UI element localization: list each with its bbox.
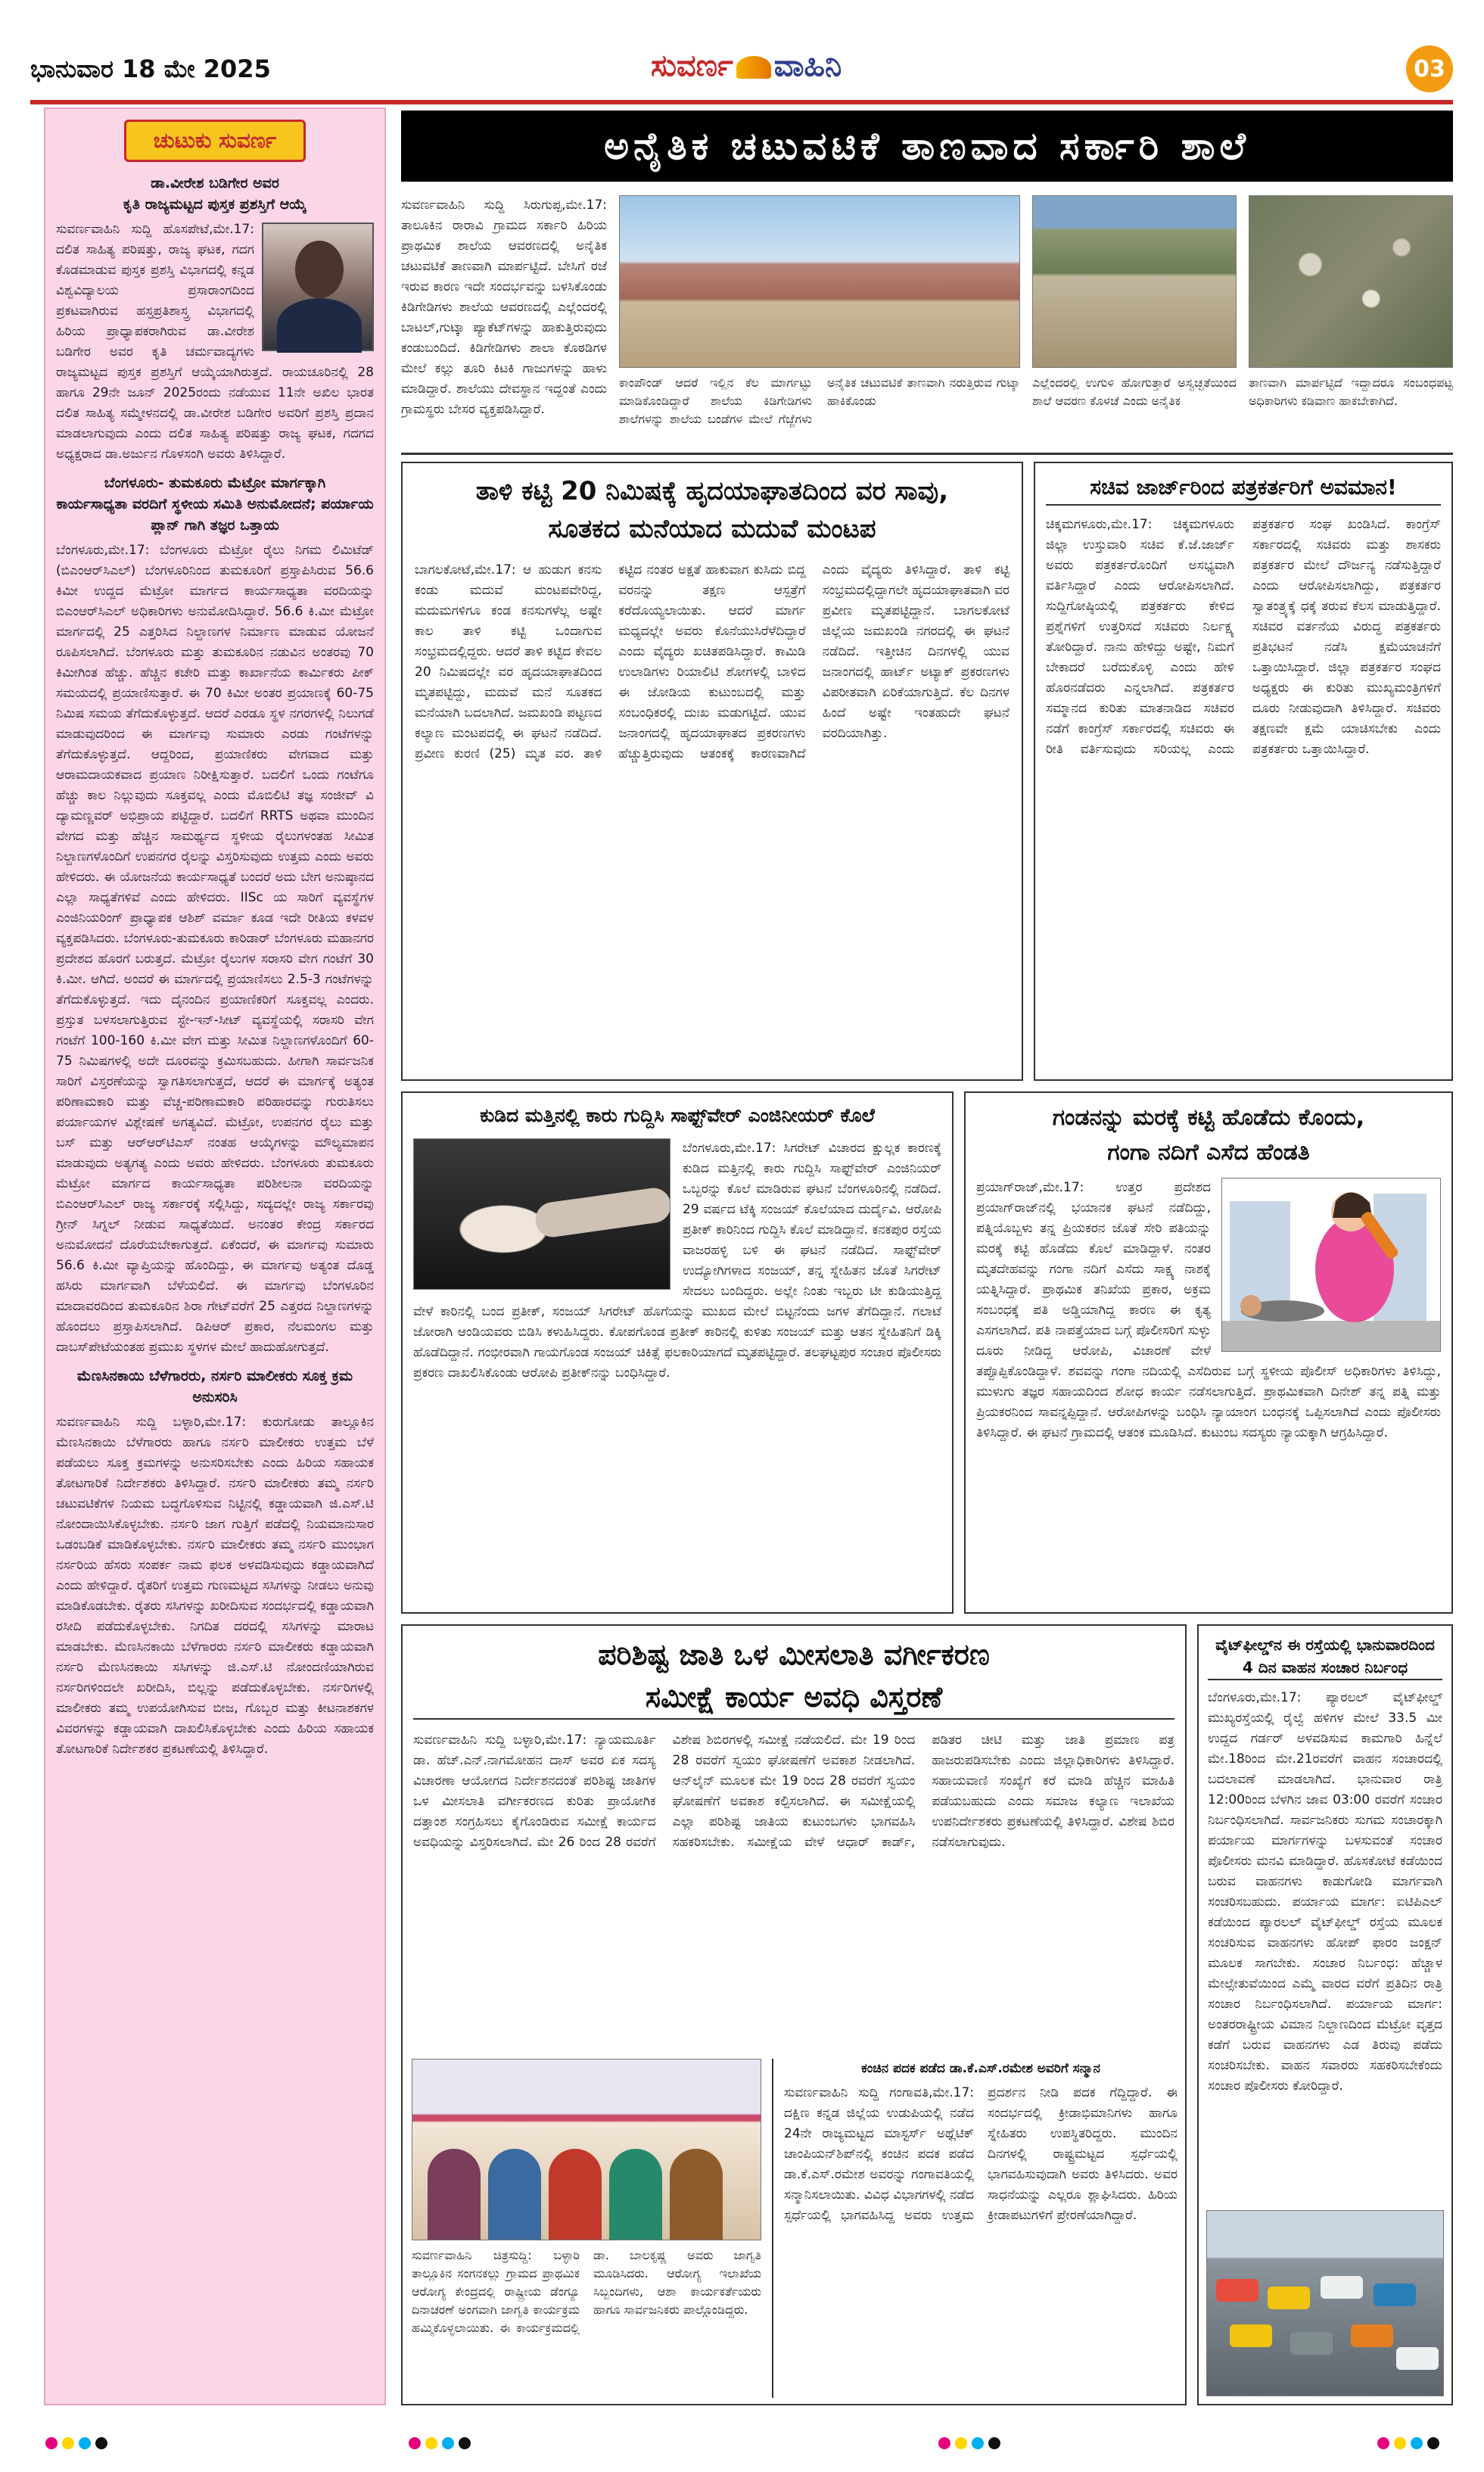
registration-dot	[459, 2437, 471, 2449]
brief-award-headline	[56, 173, 374, 215]
brief-award-body: ಸುವರ್ಣವಾಹಿನಿ ಸುದ್ದಿ ಹೊಸಪೇಟೆ,ಮೇ.17: ದಲಿತ ಸಾಹಿತ್ಯ ಪರಿಷತ್ತು, ರಾಜ್ಯ ಘಟಕ, ಗದಗ ಕೊಡಮಾಡುವ ಪುಸ್ತಕ ಪ್ರಶಸ್ತಿ ವಿಭಾಗದಲ್ಲಿ ಕನ್ನಡ ವಿಶ್ವವಿದ್ಯಾಲಯ ಪ್ರಸಾರಾಂಗದಿಂದ ಪ್ರಕಟವಾಗಿರುವ ಹಸ್ತಪ್ರತಿಶಾಸ್ತ್ರ ವಿಭಾಗದಲ್ಲಿ ಹಿರಿಯ ಪ್ರಾಧ್ಯಾಪಕರಾಗಿರುವ ಡಾ.ವೀರೇಶ ಬಡಿಗೇರ ಅವರ ಕೃತಿ ಚರ್ಮವಾದ್ಯಗಳು ರಾಜ್ಯಮಟ್ಟದ ಪುಸ್ತಕ ಪ್ರಶಸ್ತಿಗೆ ಆಯ್ಕೆಯಾಗಿರುತ್ತದೆ. ರಾಯಚೂರಿನಲ್ಲಿ 28 ಹಾಗೂ 29ನೇ ಜೂನ್ 2025ರಂದು ನಡೆಯುವ 11ನೇ ಅಖಿಲ ಭಾರತ ದಲಿತ ಸಾಹಿತ್ಯ ಸಮ್ಮೇಳನದಲ್ಲಿ ಡಾ.ವೀರೇಶ ಬಡಿಗೇರ ಅವರಿಗೆ ಪ್ರಶಸ್ತಿ ಪ್ರದಾನ ಮಾಡಲಾಗುವುದು ಎಂದು ದಲಿತ ಸಾಹಿತ್ಯ ಪರಿಷತ್ತು ರಾಜ್ಯ ಘಟಕ, ಗದಗದ ಅಧ್ಯಕ್ಷರಾದ ಡಾ.ಅರ್ಜುನ ಗೊಳಸಂಗಿ ಅವರು ತಿಳಿಸಿದ್ದಾರೆ.	[56, 222, 374, 462]
sports-body: ಸುವರ್ಣವಾಹಿನಿ ಸುದ್ದಿ ಗಂಗಾವತಿ,ಮೇ.17: ದಕ್ಷಿಣ ಕನ್ನಡ ಜಿಲ್ಲೆಯ ಉಡುಪಿಯಲ್ಲಿ ನಡೆದ 24ನೇ ರಾಜ್ಯಮಟ್ಟದ ಮಾಸ್ಟರ್ಸ್ ಅಥ್ಲೆಟಿಕ್ ಚಾಂಪಿಯನ್‌ಶಿಪ್‌ನಲ್ಲಿ ಕಂಚಿನ ಪದಕ ಪಡೆದ ಡಾ.ಕೆ.ಎಸ್.ರಮೇಶ ಅವರನ್ನು ಗಂಗಾವತಿಯಲ್ಲಿ ಸನ್ಮಾನಿಸಲಾಯಿತು. ವಿವಿಧ ವಿಭಾಗಗಳಲ್ಲಿ ನಡೆದ ಸ್ಪರ್ಧೆಯಲ್ಲಿ ಭಾಗವಹಿಸಿದ್ದ ಅವರು ಉತ್ತಮ ಪ್ರದರ್ಶನ ನೀಡಿ ಪದಕ ಗೆದ್ದಿದ್ದಾರೆ. ಈ ಸಂದರ್ಭದಲ್ಲಿ ಕ್ರೀಡಾಭಿಮಾನಿಗಳು ಹಾಗೂ ಸ್ನೇಹಿತರು ಉಪಸ್ಥಿತರಿದ್ದರು. ಮುಂದಿನ ದಿನಗಳಲ್ಲಿ ರಾಷ್ಟ್ರಮಟ್ಟದ ಸ್ಪರ್ಧೆಯಲ್ಲಿ ಭಾಗವಹಿಸುವುದಾಗಿ ಅವರು ತಿಳಿಸಿದರು. ಅವರ ಸಾಧನೆಯನ್ನು ಎಲ್ಲರೂ ಶ್ಲಾಘಿಸಿದರು. ಹಿರಿಯ ಕ್ರೀಡಾಪಟುಗಳಿಗೆ ಪ್ರೇರಣೆಯಾಗಿದ್ದಾರೆ.	[784, 2085, 1178, 2223]
reservation-headline	[413, 1633, 1174, 1720]
minister-headline: ಸಚಿವ ಜಾರ್ಜ್‌ರಿಂದ ಪತ್ರಕರ್ತರಿಗೆ ಅವಮಾನ!	[1046, 471, 1441, 506]
reservation-body: ಸುವರ್ಣವಾಹಿನಿ ಸುದ್ದಿ ಬಳ್ಳಾರಿ,ಮೇ.17: ನ್ಯಾಯಮೂರ್ತಿ ಡಾ. ಹೆಚ್.ಎನ್.ನಾಗಮೋಹನ ದಾಸ್ ಅವರ ಏಕ ಸದಸ್ಯ ವಿಚಾರಣಾ ಆಯೋಗದ ನಿರ್ದೇಶನದಂತೆ ಪರಿಶಿಷ್ಟ ಜಾತಿಗಳ ಒಳ ಮೀಸಲಾತಿ ವರ್ಗೀಕರಣದ ಕುರಿತು ಪ್ರಾಯೋಗಿಕ ದತ್ತಾಂಶ ಸಂಗ್ರಹಿಸಲು ಕೈಗೊಂಡಿರುವ ಸಮೀಕ್ಷೆ ಕಾರ್ಯದ ಅವಧಿಯನ್ನು ವಿಸ್ತರಿಸಲಾಗಿದೆ. ಮೇ 26 ರಿಂದ 28 ರವರೆಗೆ ವಿಶೇಷ ಶಿಬಿರಗಳಲ್ಲಿ ಸಮೀಕ್ಷೆ ನಡೆಯಲಿದೆ. ಮೇ 19 ರಿಂದ 28 ರವರೆಗೆ ಸ್ವಯಂ ಘೋಷಣೆಗೆ ಅವಕಾಶ ನೀಡಲಾಗಿದೆ. ಆನ್‌ಲೈನ್ ಮೂಲಕ ಮೇ 19 ರಿಂದ 28 ರವರೆಗೆ ಸ್ವಯಂ ಘೋಷಣೆಗೆ ಅವಕಾಶ ಕಲ್ಪಿಸಲಾಗಿದೆ. ಈ ಸಮೀಕ್ಷೆಯಲ್ಲಿ ಎಲ್ಲಾ ಪರಿಶಿಷ್ಟ ಜಾತಿಯ ಕುಟುಂಬಗಳು ಭಾಗವಹಿಸಿ ಸಹಕರಿಸಬೇಕು. ಸಮೀಕ್ಷೆಯ ವೇಳೆ ಆಧಾರ್ ಕಾರ್ಡ್, ಪಡಿತರ ಚೀಟಿ ಮತ್ತು ಜಾತಿ ಪ್ರಮಾಣ ಪತ್ರ ಹಾಜರುಪಡಿಸಬೇಕು ಎಂದು ಜಿಲ್ಲಾಧಿಕಾರಿಗಳು ತಿಳಿಸಿದ್ದಾರೆ. ಸಹಾಯವಾಣಿ ಸಂಖ್ಯೆಗೆ ಕರೆ ಮಾಡಿ ಹೆಚ್ಚಿನ ಮಾಹಿತಿ ಪಡೆಯಬಹುದು ಎಂದು ಸಮಾಜ ಕಲ್ಯಾಣ ಇಲಾಖೆಯ ಉಪನಿರ್ದೇಶಕರು ಪ್ರಕಟಣೆಯಲ್ಲಿ ತಿಳಿಸಿದ್ದಾರೆ. ವಿಶೇಷ ಶಿಬಿರ ನಡೆಸಲಾಗುವುದು.	[413, 1733, 1174, 1850]
minister-story	[1034, 462, 1453, 1081]
brief-metro	[56, 472, 374, 1358]
lead-headline: ಅನೈತಿಕ ಚಟುವಟಿಕೆ ತಾಣವಾದ ಸರ್ಕಾರಿ ಶಾಲೆ	[401, 111, 1453, 182]
brief-metro-head2: ಕಾರ್ಯಸಾಧ್ಯತಾ ವರದಿಗೆ ಸ್ಥಳೀಯ ಸಮಿತಿ ಅನುಮೋದನೆ; ಪರ್ಯಾಯ ಪ್ಲಾನ್ ಗಾಗಿ ತಜ್ಞರ ಒತ್ತಾಯ	[56, 496, 374, 534]
sports-headline: ಕಂಚಿನ ಪದಕ ಪಡೆದ ಡಾ.ಕೆ.ಎಸ್.ರಮೇಶ ಅವರಿಗೆ ಸನ್ಮಾನ	[861, 2061, 1100, 2076]
reservation-headline-2: ಸಮೀಕ್ಷೆ ಕಾರ್ಯ ಅವಧಿ ವಿಸ್ತರಣೆ	[645, 1680, 943, 1714]
crime-cartoon	[1221, 1178, 1441, 1352]
dengue-caption: ಸುವರ್ಣವಾಹಿನಿ ಚಿತ್ರಸುದ್ದಿ: ಬಳ್ಳಾರಿ ತಾಲ್ಲೂಕಿನ ಸಂಗನಕಲ್ಲು ಗ್ರಾಮದ ಪ್ರಾಥಮಿಕ ಆರೋಗ್ಯ ಕೇಂದ್ರದಲ್ಲಿ ರಾಷ್ಟ್ರೀಯ ಡೆಂಗ್ಯೂ ದಿನಾಚರಣೆ ಅಂಗವಾಗಿ ಜಾಗೃತಿ ಕಾರ್ಯಕ್ರಮ ಹಮ್ಮಿಕೊಳ್ಳಲಾಯಿತು. ಈ ಕಾರ್ಯಕ್ರಮದಲ್ಲಿ ಡಾ. ಬಾಲಕೃಷ್ಣ ಅವರು ಜಾಗೃತಿ ಮೂಡಿಸಿದರು. ಆರೋಗ್ಯ ಇಲಾಖೆಯ ಸಿಬ್ಬಂದಿಗಳು, ಆಶಾ ಕಾರ್ಯಕರ್ತೆಯರು ಹಾಗೂ ಸಾರ್ವಜನಿಕರು ಪಾಲ್ಗೊಂಡಿದ್ದರು.	[412, 2248, 761, 2335]
registration-dot	[79, 2437, 91, 2449]
registration-dot	[425, 2437, 437, 2449]
ganga-headline	[976, 1101, 1441, 1170]
brief-award	[56, 173, 374, 465]
heart-attack-body: ಬಾಗಲಕೋಟೆ,ಮೇ.17: ಆ ಹುಡುಗ ಕನಸು ಕಂಡು ಮದುವೆ ಮಂಟಪವೇರಿದ್ದ, ಮದುಮಗಳಿಗೂ ಕಂಡ ಕನಸುಗಳೆಲ್ಲ ಅಷ್ಟೇ ಕಾಲ ತಾಳಿ ಕಟ್ಟಿ ಒಂದಾಗುವ ಸಂಭ್ರಮದಲ್ಲಿದ್ದರು. ಆದರೆ ತಾಳಿ ಕಟ್ಟಿದ ಕೇವಲ 20 ನಿಮಿಷದಲ್ಲೇ ವರ ಹೃದಯಾಘಾತದಿಂದ ಮೃತಪಟ್ಟಿದ್ದು, ಮದುವೆ ಮನೆ ಸೂತಕದ ಮನೆಯಾಗಿ ಬದಲಾಗಿದೆ. ಜಮಖಂಡಿ ಪಟ್ಟಣದ ಕಲ್ಯಾಣ ಮಂಟಪದಲ್ಲಿ ಈ ಘಟನೆ ನಡೆದಿದೆ. ಪ್ರವೀಣ ಕುರಣಿ (25) ಮೃತ ವರ. ತಾಳಿ ಕಟ್ಟಿದ ನಂತರ ಅಕ್ಷತೆ ಹಾಕುವಾಗ ಕುಸಿದು ಬಿದ್ದ ವರನನ್ನು ತಕ್ಷಣ ಆಸ್ಪತ್ರೆಗೆ ಕರೆದೊಯ್ಯಲಾಯಿತು. ಆದರೆ ಮಾರ್ಗ ಮಧ್ಯದಲ್ಲೇ ಅವರು ಕೊನೆಯುಸಿರೆಳೆದಿದ್ದಾರೆ ಎಂದು ವೈದ್ಯರು ಖಚಿತಪಡಿಸಿದ್ದಾರೆ. ಕಾಮಿಡಿ ಉಲಾಡಿಗಳು ರಿಯಾಲಿಟಿ ಶೋಗಳಲ್ಲಿ ಬಾಳಿದ ಈ ಜೋಡಿಯ ಕುಟುಂಬದಲ್ಲಿ ಮತ್ತು ಸಂಬಂಧಿಕರಲ್ಲಿ ದುಃಖ ಮಡುಗಟ್ಟಿದೆ. ಯುವ ಜನಾಂಗದಲ್ಲಿ ಹೃದಯಾಘಾತದ ಪ್ರಕರಣಗಳು ಹೆಚ್ಚುತ್ತಿರುವುದು ಆತಂಕಕ್ಕೆ ಕಾರಣವಾಗಿದೆ ಎಂದು ವೈದ್ಯರು ತಿಳಿಸಿದ್ದಾರೆ. ತಾಳಿ ಕಟ್ಟಿ ಸಂಭ್ರಮದಲ್ಲಿದ್ದಾಗಲೇ ಹೃದಯಾಘಾತವಾಗಿ ವರ ಪ್ರವೀಣ ಮೃತಪಟ್ಟಿದ್ದಾನೆ. ಬಾಗಲಕೋಟೆ ಜಿಲ್ಲೆಯ ಜಮಖಂಡಿ ನಗರದಲ್ಲಿ ಈ ಘಟನೆ ನಡೆದಿದೆ. ಇತ್ತೀಚಿನ ದಿನಗಳಲ್ಲಿ ಯುವ ಜನಾಂಗದಲ್ಲಿ ಹಾರ್ಟ್ ಅಟ್ಯಾಕ್ ಪ್ರಕರಣಗಳು ವಿಪರೀತವಾಗಿ ಏರಿಕೆಯಾಗುತ್ತಿದೆ. ಕೆಲ ದಿನಗಳ ಹಿಂದೆ ಅಷ್ಟೇ ಇಂತಹುದೇ ಘಟನೆ ವರದಿಯಾಗಿತ್ತು.	[415, 562, 1010, 761]
heart-attack-headline-2: ಸೂತಕದ ಮನೆಯಾದ ಮದುವೆ ಮಂಟಪ	[548, 514, 876, 544]
brief-chilli	[56, 1365, 374, 1760]
engineer-story	[401, 1091, 954, 1614]
logo-part2: ವಾಹಿನಿ	[773, 48, 842, 83]
color-dots-mid-right	[938, 2437, 1000, 2449]
brief-metro-headline	[56, 472, 374, 536]
registration-dot	[1427, 2437, 1439, 2449]
brief-chilli-head2: ಅನುಸರಿಸಿ	[192, 1389, 238, 1406]
heart-attack-headline	[415, 472, 1010, 548]
brief-chilli-body: ಸುವರ್ಣವಾಹಿನಿ ಸುದ್ದಿ ಬಳ್ಳಾರಿ,ಮೇ.17: ಕುರುಗೋಡು ತಾಲ್ಲೂಕಿನ ಮೆಣಸಿನಕಾಯಿ ಬೆಳೆಗಾರರು ಹಾಗೂ ನರ್ಸರಿ ಮಾಲೀಕರು ಉತ್ತಮ ಬೆಳೆ ಪಡೆಯಲು ಸೂಕ್ತ ಕ್ರಮಗಳನ್ನು ಅನುಸರಿಸಬೇಕು ಎಂದು ಹಿರಿಯ ಸಹಾಯಕ ತೋಟಗಾರಿಕೆ ನಿರ್ದೇಶಕರು ತಿಳಿಸಿದ್ದಾರೆ. ನರ್ಸರಿ ಮಾಲೀಕರು ತಮ್ಮ ನರ್ಸರಿ ಚಟುವಟಿಕೆಗಳ ನಿಯಮ ಬದ್ಧಗೊಳಿಸುವ ನಿಟ್ಟಿನಲ್ಲಿ ಕಡ್ಡಾಯವಾಗಿ ಜಿ.ಎಸ್.ಟಿ ನೋಂದಾಯಿಸಿಕೊಳ್ಳಬೇಕು. ನರ್ಸರಿ ಜಾಗ ಗುತ್ತಿಗೆ ಪಡೆದಲ್ಲಿ ನಿಯಮಾನುಸಾರ ಒಡಂಬಡಿಕೆ ಮಾಡಿಕೊಳ್ಳಬೇಕು. ನರ್ಸರಿ ಮಾಲೀಕರು ತಮ್ಮ ನರ್ಸರಿ ಮುಂಭಾಗ ನರ್ಸರಿಯ ಹೆಸರು ಸಂಪರ್ಕ ನಾಮ ಫಲಕ ಅಳವಡಿಸುವುದು ಕಡ್ಡಾಯವಾಗಿದೆ ಎಂದು ಹೇಳಿದ್ದಾರೆ. ರೈತರಿಗೆ ಉತ್ತಮ ಗುಣಮಟ್ಟದ ಸಸಿಗಳನ್ನು ನೀಡಲು ಅನುವು ಮಾಡಿಕೊಡಬೇಕು. ರೈತರು ಸಸಿಗಳನ್ನು ಖರೀದಿಸುವ ಸಂದರ್ಭದಲ್ಲಿ ಕಡ್ಡಾಯವಾಗಿ ರಸೀದಿ ಪಡೆದುಕೊಳ್ಳಬೇಕು. ನಿಗದಿತ ದರದಲ್ಲಿ ಸಸಿಗಳನ್ನು ಮಾರಾಟ ಮಾಡಬೇಕು. ಮೆಣಸಿನಕಾಯಿ ಬೆಳೆಗಾರರು ನರ್ಸರಿ ಮಾಲೀಕರು ಕಡ್ಡಾಯವಾಗಿ ನರ್ಸರಿ ಮೆಣಸಿನಕಾಯಿ ಸಸಿಗಳನ್ನು ಜಿ.ಎಸ್.ಟಿ ನೋಂದಣಿಯಾಗಿರುವ ನರ್ಸರಿಗಳಿಂದಲೇ ಖರೀದಿಸಿ, ಬಿಲ್ಲನ್ನು ಪಡೆದುಕೊಳ್ಳಬೇಕು. ನರ್ಸರಿಗಳಲ್ಲಿ ಮಾಲೀಕರು ತಮ್ಮ ಉಪಯೋಗಿಸುವ ಬೀಜ, ಗೊಬ್ಬರ ಮತ್ತು ಕೀಟನಾಶಕಗಳ ವಿವರಗಳನ್ನು ಕಡ್ಡಾಯವಾಗಿ ದಾಖಲಿಸಿಕೊಳ್ಳಬೇಕು ಎಂದು ಹಿರಿಯ ಸಹಾಯಕ ತೋಟಗಾರಿಕೆ ನಿರ್ದೇಶಕರ ಪ್ರಕಟಣೆಯಲ್ಲಿ ತಿಳಿಸಿದ್ದಾರೆ.	[56, 1415, 374, 1757]
registration-dot	[1394, 2437, 1406, 2449]
author-portrait	[262, 223, 374, 351]
registration-dot	[972, 2437, 984, 2449]
traffic-photo	[1206, 2210, 1444, 2396]
registration-dot	[442, 2437, 454, 2449]
traffic-headline: ವೈಟ್‌ಫೀಲ್ಡ್‌ನ ಈ ರಸ್ತೆಯಲ್ಲಿ ಭಾನುವಾರದಿಂದ 4 ದಿನ ವಾಹನ ಸಂಚಾರ ನಿರ್ಬಂಧ	[1208, 1633, 1442, 1680]
lead-caption-3: ತಾಣವಾಗಿ ಮಾರ್ಪಟ್ಟಿದೆ ಇದ್ದಾದರೂ ಸಂಬಂಧಪಟ್ಟ ಅಧಿಕಾರಿಗಳು ಕಡಿವಾಣ ಹಾಕಬೇಕಾಗಿದೆ.	[1249, 375, 1453, 408]
ganga-story	[964, 1091, 1453, 1614]
heart-attack-headline-1: ತಾಳಿ ಕಟ್ಟಿ 20 ನಿಮಿಷಕ್ಕೆ ಹೃದಯಾಘಾತದಿಂದ ವರ ಸಾವು,	[475, 476, 949, 506]
registration-dot	[45, 2437, 58, 2449]
minister-body: ಚಿಕ್ಕಮಗಳೂರು,ಮೇ.17: ಚಿಕ್ಕಮಗಳೂರು ಜಿಲ್ಲಾ ಉಸ್ತುವಾರಿ ಸಚಿವ ಕೆ.ಜೆ.ಜಾರ್ಜ್ ಅವರು ಪತ್ರಕರ್ತರೊಂದಿಗೆ ಅಸಭ್ಯವಾಗಿ ವರ್ತಿಸಿದ್ದಾರೆ ಎಂದು ಆರೋಪಿಸಲಾಗಿದೆ. ಸುದ್ದಿಗೋಷ್ಠಿಯಲ್ಲಿ ಪತ್ರಕರ್ತರು ಕೇಳಿದ ಪ್ರಶ್ನೆಗಳಿಗೆ ಉತ್ತರಿಸದೆ ಸಚಿವರು ನಿರ್ಲಕ್ಷ್ಯ ತೋರಿದ್ದಾರೆ. ನಾನು ಹೇಳಿದ್ದು ಅಷ್ಟೇ, ನಿಮಗೆ ಬೇಕಾದರೆ ಬರೆದುಕೊಳ್ಳಿ ಎಂದು ಹೇಳಿ ಹೊರನಡೆದರು ಎನ್ನಲಾಗಿದೆ. ಪತ್ರಕರ್ತರ ಸಮ್ಮಾನದ ಕುರಿತು ಮಾತನಾಡಿದ ಸಚಿವರ ನಡೆಗೆ ಕಾಂಗ್ರೆಸ್ ಸರ್ಕಾರದಲ್ಲಿ ಸಚಿವರು ಈ ರೀತಿ ವರ್ತಿಸುವುದು ಸರಿಯಲ್ಲ ಎಂದು ಪತ್ರಕರ್ತರ ಸಂಘ ಖಂಡಿಸಿದೆ. ಕಾಂಗ್ರೆಸ್ ಸರ್ಕಾರದಲ್ಲಿ ಸಚಿವರು ಮತ್ತು ಶಾಸಕರು ಪತ್ರಕರ್ತರ ಮೇಲೆ ದೌರ್ಜನ್ಯ ನಡೆಸುತ್ತಿದ್ದಾರೆ ಎಂದು ಆರೋಪಿಸಲಾಗಿದ್ದು, ಪತ್ರಕರ್ತರ ಸ್ವಾತಂತ್ರ್ಯಕ್ಕೆ ಧಕ್ಕೆ ತರುವ ಕೆಲಸ ಮಾಡುತ್ತಿದ್ದಾರೆ. ಸಚಿವರ ವರ್ತನೆಯ ವಿರುದ್ಧ ಪತ್ರಕರ್ತರು ಪ್ರತಿಭಟನೆ ನಡೆಸಿ ಕ್ಷಮೆಯಾಚನೆಗೆ ಒತ್ತಾಯಿಸಿದ್ದಾರೆ. ಜಿಲ್ಲಾ ಪತ್ರಕರ್ತರ ಸಂಘದ ಅಧ್ಯಕ್ಷರು ಈ ಕುರಿತು ಮುಖ್ಯಮಂತ್ರಿಗಳಿಗೆ ದೂರು ನೀಡುವುದಾಗಿ ತಿಳಿಸಿದ್ದಾರೆ. ಸಚಿವರು ತಕ್ಷಣವೇ ಕ್ಷಮೆ ಯಾಚಿಸಬೇಕು ಎಂದು ಪತ್ರಕರ್ತರು ಒತ್ತಾಯಿಸಿದ್ದಾರೆ.	[1046, 517, 1441, 757]
logo-part1: ಸುವರ್ಣ	[651, 48, 733, 83]
lead-caption-2: ಎಲ್ಲೆಂದರಲ್ಲಿ ಉಗುಳಿ ಹೋಗುತ್ತಾರೆ ಅಸ್ವಚ್ಛತೆಯಿಂದ ಶಾಲೆ ಆವರಣ ಕೊಳಚೆ ಎಂದು ಅನೈತಿಕ	[1032, 375, 1237, 408]
ganga-headline-2: ಗಂಗಾ ನದಿಗೆ ಎಸೆದ ಹೆಂಡತಿ	[1107, 1139, 1310, 1166]
brief-award-head2: ಕೃತಿ ರಾಜ್ಯಮಟ್ಟದ ಪುಸ್ತಕ ಪ್ರಶಸ್ತಿಗೆ ಆಯ್ಕೆ	[123, 196, 307, 213]
newspaper-logo	[651, 48, 842, 83]
lead-story-body: ಸುವರ್ಣವಾಹಿನಿ ಸುದ್ದಿ ಸಿರುಗುಪ್ಪ,ಮೇ.17: ತಾಲೂಕಿನ ರಾರಾವಿ ಗ್ರಾಮದ ಸರ್ಕಾರಿ ಹಿರಿಯ ಪ್ರಾಥಮಿಕ ಶಾಲೆಯ ಆವರಣದಲ್ಲಿ ಅನೈತಿಕ ಚಟುವಟಿಕೆ ತಾಣವಾಗಿ ಮಾರ್ಪಟ್ಟಿದೆ. ಬೇಸಿಗೆ ರಜೆ ಇರುವ ಕಾರಣ ಇದೇ ಸಂದರ್ಭವನ್ನು ಬಳಸಿಕೊಂಡು ಕಿಡಿಗೇಡಿಗಳು ಶಾಲೆಯ ಆವರಣದಲ್ಲಿ ಎಲ್ಲೆಂದರಲ್ಲಿ ಬಾಟಲ್,ಗುಟ್ಕಾ ಪ್ಯಾಕೆಟ್‌ಗಳನ್ನು ಹಾಕುತ್ತಿರುವುದು ಕಂಡುಬಂದಿದೆ. ಕಿಡಿಗೇಡಿಗಳು ಶಾಲಾ ಕೊಠಡಿಗಳ ಮೇಲೆ ಕಲ್ಲು ತೂರಿ ಕಿಟಕಿ ಗಾಜುಗಳನ್ನು ಹಾಳು ಮಾಡಿದ್ದಾರೆ. ಶಾಲೆಯು ದೇವಸ್ಥಾನ ಇದ್ದಂತೆ ಎಂದು ಗ್ರಾಮಸ್ಥರು ಬೇಸರ ವ್ಯಕ್ತಪಡಿಸಿದ್ದಾರೆ.	[401, 198, 607, 417]
registration-dot	[95, 2437, 107, 2449]
registration-dot	[1411, 2437, 1423, 2449]
color-dots-right	[1377, 2437, 1439, 2449]
ganga-headline-1: ಗಂಡನನ್ನು ಮರಕ್ಕೆ ಕಟ್ಟಿ ಹೊಡೆದು ಕೊಂದು,	[1052, 1104, 1365, 1131]
accident-photo	[413, 1138, 670, 1290]
engineer-body: ಬೆಂಗಳೂರು,ಮೇ.17: ಸಿಗರೇಟ್ ವಿಚಾರದ ಕ್ಷುಲ್ಲಕ ಕಾರಣಕ್ಕೆ ಕುಡಿದ ಮತ್ತಿನಲ್ಲಿ ಕಾರು ಗುದ್ದಿಸಿ ಸಾಫ್ಟ್‌ವೇರ್ ಎಂಜಿನಿಯರ್ ಒಬ್ಬರನ್ನು ಕೊಲೆ ಮಾಡಿರುವ ಘಟನೆ ಬೆಂಗಳೂರಿನಲ್ಲಿ ನಡೆದಿದೆ. 29 ವರ್ಷದ ಟೆಕ್ಕಿ ಸಂಜಯ್ ಕೊಲೆಯಾದ ದುರ್ದೈವಿ. ಆರೋಪಿ ಪ್ರತೀಕ್ ಕಾರಿನಿಂದ ಗುದ್ದಿಸಿ ಕೊಲೆ ಮಾಡಿದ್ದಾನೆ. ಕನಕಪುರ ರಸ್ತೆಯ ವಾಜರಹಳ್ಳಿ ಬಳಿ ಈ ಘಟನೆ ನಡೆದಿದೆ. ಸಾಫ್ಟ್‌ವೇರ್ ಉದ್ಯೋಗಿಗಳಾದ ಸಂಜಯ್, ತನ್ನ ಸ್ನೇಹಿತನ ಜೊತೆ ಸಿಗರೇಟ್ ಸೇದಲು ಬಂದಿದ್ದರು. ಅಲ್ಲೇ ನಿಂತು ಇಬ್ಬರು ಟೀ ಕುಡಿಯುತ್ತಿದ್ದ ವೇಳೆ ಕಾರಿನಲ್ಲಿ ಬಂದ ಪ್ರತೀಕ್, ಸಂಜಯ್ ಸಿಗರೇಟ್ ಹೊಗೆಯನ್ನು ಮುಖದ ಮೇಲೆ ಬಿಟ್ಟನೆಂದು ಜಗಳ ತೆಗೆದಿದ್ದಾನೆ. ಗಲಾಟೆ ಜೋರಾಗಿ ಆಂಡಿಯವರು ಬಿಡಿಸಿ ಕಳುಹಿಸಿದ್ದರು. ಕೋಪಗೊಂಡ ಪ್ರತೀಕ್ ಕಾರಿನಲ್ಲಿ ಕುಳಿತು ಸಂಜಯ್ ಮತ್ತು ಆತನ ಸ್ನೇಹಿತನಿಗೆ ಡಿಕ್ಕಿ ಹೊಡೆದಿದ್ದಾನೆ. ಗಂಭೀರವಾಗಿ ಗಾಯಗೊಂಡ ಸಂಜಯ್ ಚಿಕಿತ್ಸೆ ಫಲಕಾರಿಯಾಗದೆ ಮೃತಪಟ್ಟಿದ್ದಾರೆ. ತಲಘಟ್ಟಪುರ ಸಂಚಾರ ಪೊಲೀಸರು ಪ್ರಕರಣ ದಾಖಲಿಸಿಕೊಂಡು ಆರೋಪಿ ಪ್ರತೀಕ್‌ನನ್ನು ಬಂಧಿಸಿದ್ದಾರೆ.	[413, 1141, 941, 1381]
traffic-body: ಬೆಂಗಳೂರು,ಮೇ.17: ಪ್ಯಾರಲಲ್ ವೈಟ್‌ಫೀಲ್ಡ್ ಮುಖ್ಯರಸ್ತೆಯಲ್ಲಿ ರೈಲ್ವೆ ಹಳಿಗಳ ಮೇಲೆ 33.5 ಮೀ ಉದ್ದದ ಗರ್ಡರ್ ಅಳವಡಿಸುವ ಕಾಮಗಾರಿ ಹಿನ್ನೆಲೆ ಮೇ.18ರಿಂದ ಮೇ.21ರವರೆಗೆ ವಾಹನ ಸಂಚಾರದಲ್ಲಿ ಬದಲಾವಣೆ ಮಾಡಲಾಗಿದೆ. ಭಾನುವಾರ ರಾತ್ರಿ 12:00ರಿಂದ ಬೆಳಗಿನ ಜಾವ 03:00 ರವರೆಗೆ ಸಂಚಾರ ನಿರ್ಬಂಧಿಸಲಾಗಿದೆ. ಸಾರ್ವಜನಿಕರು ಸುಗಮ ಸಂಚಾರಕ್ಕಾಗಿ ಪರ್ಯಾಯ ಮಾರ್ಗಗಳನ್ನು ಬಳಸುವಂತೆ ಸಂಚಾರ ಪೊಲೀಸರು ಮನವಿ ಮಾಡಿದ್ದಾರೆ. ಹೊಸಕೋಟೆ ಕಡೆಯಿಂದ ಬರುವ ವಾಹನಗಳು ಕಾಡುಗೋಡಿ ಮಾರ್ಗವಾಗಿ ಸಂಚರಿಸಬಹುದು. ಪರ್ಯಾಯ ಮಾರ್ಗ: ಐಟಿಪಿಎಲ್ ಕಡೆಯಿಂದ ಪ್ಯಾರಲಲ್ ವೈಟ್‌ಫೀಲ್ಡ್ ರಸ್ತೆಯ ಮೂಲಕ ಸಂಚರಿಸುವ ವಾಹನಗಳು ಹೋಪ್ ಫಾರಂ ಜಂಕ್ಷನ್ ಮೂಲಕ ಸಾಗಬೇಕು. ಸಂಚಾರ ನಿರ್ಬಂಧ: ಹೆಚ್ಚಾಳ ಮೇಲ್ಸೇತುವೆಯಿಂದ ಎಮ್ಮೆ ವಾರದ ವರೆಗೆ ಪ್ರತಿದಿನ ರಾತ್ರಿ ಸಂಚಾರ ನಿರ್ಬಂಧಿಸಲಾಗಿದೆ. ಪರ್ಯಾಯ ಮಾರ್ಗ: ಅಂತರರಾಷ್ಟ್ರೀಯ ವಿಮಾನ ನಿಲ್ದಾಣದಿಂದ ಮೆಟ್ರೋ ವೃತ್ತದ ಕಡೆಗೆ ಬರುವ ವಾಹನಗಳು ಎಡ ತಿರುವು ಪಡೆದು ಸಂಚರಿಸಬೇಕು. ವಾಹನ ಸವಾರರು ಸಹಕರಿಸಬೇಕೆಂದು ಸಂಚಾರ ಪೊಲೀಸರು ಕೋರಿದ್ದಾರೆ.	[1208, 1690, 1442, 2094]
registration-dot	[955, 2437, 967, 2449]
brief-award-head1: ಡಾ.ವೀರೇಶ ಬಡಿಗೇರ ಅವರ	[151, 175, 279, 191]
masthead	[30, 45, 1453, 98]
cartoon-svg	[1222, 1178, 1441, 1352]
sidebar-briefs	[44, 107, 386, 2405]
brief-metro-head1: ಬೆಂಗಳೂರು- ತುಮಕೂರು ಮೆಟ್ರೋ ಮಾರ್ಗಕ್ಕಾಗಿ	[104, 475, 326, 491]
litter-photo	[1249, 195, 1453, 368]
masthead-rule	[30, 100, 1453, 104]
page-number-badge: 03	[1406, 45, 1453, 92]
print-registration-marks	[30, 2437, 1453, 2452]
registration-dot	[938, 2437, 950, 2449]
registration-dot	[1377, 2437, 1389, 2449]
color-dots-left	[45, 2437, 107, 2449]
registration-dot	[988, 2437, 1000, 2449]
registration-dot	[409, 2437, 421, 2449]
ganga-body: ಪ್ರಯಾಗ್‌ರಾಜ್,ಮೇ.17: ಉತ್ತರ ಪ್ರದೇಶದ ಪ್ರಯಾಗ್‌ರಾಜ್‌ನಲ್ಲಿ ಭಯಾನಕ ಘಟನೆ ನಡೆದಿದ್ದು, ಪತ್ನಿಯೊಬ್ಬಳು ತನ್ನ ಪ್ರಿಯಕರನ ಜೊತೆ ಸೇರಿ ಪತಿಯನ್ನು ಮರಕ್ಕೆ ಕಟ್ಟಿ ಹೊಡೆದು ಕೊಲೆ ಮಾಡಿದ್ದಾಳೆ. ನಂತರ ಮೃತದೇಹವನ್ನು ಗಂಗಾ ನದಿಗೆ ಎಸೆದು ಸಾಕ್ಷ್ಯ ನಾಶಕ್ಕೆ ಯತ್ನಿಸಿದ್ದಾರೆ. ಪ್ರಾಥಮಿಕ ತನಿಖೆಯ ಪ್ರಕಾರ, ಅಕ್ರಮ ಸಂಬಂಧಕ್ಕೆ ಪತಿ ಅಡ್ಡಿಯಾಗಿದ್ದ ಕಾರಣ ಈ ಕೃತ್ಯ ಎಸಗಲಾಗಿದೆ. ಪತಿ ನಾಪತ್ತೆಯಾದ ಬಗ್ಗೆ ಪೊಲೀಸರಿಗೆ ಸುಳ್ಳು ದೂರು ನೀಡಿದ್ದ ಆರೋಪಿ, ವಿಚಾರಣೆ ವೇಳೆ ತಪ್ಪೊಪ್ಪಿಕೊಂಡಿದ್ದಾಳೆ. ಶವವನ್ನು ಗಂಗಾ ನದಿಯಲ್ಲಿ ಎಸೆದಿರುವ ಬಗ್ಗೆ ಸ್ಥಳೀಯ ಪೊಲೀಸ್ ಅಧಿಕಾರಿಗಳು ತಿಳಿಸಿದ್ದು, ಮುಳುಗು ತಜ್ಞರ ಸಹಾಯದಿಂದ ಶೋಧ ಕಾರ್ಯ ನಡೆಸಲಾಗುತ್ತಿದೆ. ಪ್ರಾಥಮಿಕವಾಗಿ ದಿನೇಶ್ ತನ್ನ ಪತ್ನಿ ಮತ್ತು ಪ್ರಿಯಕರನಿಂದ ಸಾವನ್ನಪ್ಪಿದ್ದಾನೆ. ಆರೋಪಿಗಳನ್ನು ಬಂಧಿಸಿ ನ್ಯಾಯಾಂಗ ಬಂಧನಕ್ಕೆ ಒಪ್ಪಿಸಲಾಗಿದೆ ಎಂದು ಪೊಲೀಸರು ತಿಳಿಸಿದ್ದಾರೆ. ಈ ಘಟನೆ ಗ್ರಾಮದಲ್ಲಿ ಆತಂಕ ಮೂಡಿಸಿದೆ. ಕುಟುಂಬ ಸದಸ್ಯರು ನ್ಯಾಯಕ್ಕಾಗಿ ಆಗ್ರಹಿಸಿದ್ದಾರೆ.	[976, 1180, 1441, 1440]
reservation-headline-1: ಪರಿಶಿಷ್ಟ ಜಾತಿ ಒಳ ಮೀಸಲಾತಿ ವರ್ಗೀಕರಣ	[598, 1638, 990, 1671]
lead-caption-1: ಕಾಂಪೌಂಡ್ ಆದರೆ ಇಲ್ಲಿನ ಕೆಲ ಮಾರ್ಗಟ್ಟು ಮಾಡಿಕೊಂಡಿದ್ದಾರೆ ಶಾಲೆಯ ಕಿಡಿಗೇಡಿಗಳು ಶಾಲೆಗಳನ್ನು ಶಾಲೆಯ ಬಂಡೆಗಳ ಮೇಲೆ ಗೆಜ್ಜೆಗಳು ಅನೈತಿಕ ಚಟುವಟಿಕೆ ತಾಣವಾಗಿ ನರುತ್ತಿರುವ ಗುಟ್ಕಾ ಹಾಕಿಕೊಂಡು	[619, 375, 1020, 426]
brief-chilli-headline	[56, 1365, 374, 1408]
section-rule-1	[401, 453, 1453, 455]
color-dots-mid-left	[409, 2437, 471, 2449]
engineer-headline: ಕುಡಿದ ಮತ್ತಿನಲ್ಲಿ ಕಾರು ಗುದ್ದಿಸಿ ಸಾಫ್ಟ್‌ವೇರ್ ಎಂಜಿನೀಯರ್ ಕೊಲೆ	[480, 1104, 875, 1126]
flame-icon	[736, 56, 771, 79]
issue-date: ಭಾನುವಾರ 18 ಮೇ 2025	[30, 54, 271, 83]
brief-chilli-head1: ಮೆಣಸಿನಕಾಯಿ ಬೆಳೆಗಾರರು, ನರ್ಸರಿ ಮಾಲೀಕರು ಸೂಕ್ತ ಕ್ರಮ	[76, 1368, 353, 1384]
brief-metro-body: ಬೆಂಗಳೂರು,ಮೇ.17: ಬೆಂಗಳೂರು ಮೆಟ್ರೋ ರೈಲು ನಿಗಮ ಲಿಮಿಟೆಡ್ (ಬಿಎಂಆರ್‌ಸಿಎಲ್) ಬೆಂಗಳೂರಿನಿಂದ ತುಮಕೂರಿಗೆ ಪ್ರಸ್ತಾಪಿಸಿರುವ 56.6 ಕಿಮೀ ಉದ್ದದ ಮೆಟ್ರೋ ಮಾರ್ಗದ ಕಾರ್ಯಸಾಧ್ಯತಾ ವರದಿಯನ್ನು ಬಿಎಂಆರ್‌ಸಿಎಲ್ ಅಧಿಕಾರಿಗಳು ಅನುಮೋದಿಸಿದ್ದಾರೆ. 56.6 ಕಿ.ಮೀ ಮೆಟ್ರೋ ಮಾರ್ಗದಲ್ಲಿ 25 ಎತ್ತರಿಸಿದ ನಿಲ್ದಾಣಗಳ ನಿರ್ಮಾಣ ಮಾಡುವ ಯೋಜನೆ ರೂಪಿಸಲಾಗಿದೆ. ಬೆಂಗಳೂರು ಮತ್ತು ತುಮಕೂರಿನ ನಡುವಿನ ಅಂತರವು 70 ಕಿಮೀಗಿಂತ ಹೆಚ್ಚು. ಹೆಚ್ಚಿನ ಕಚೇರಿ ಮತ್ತು ಕಾರ್ಖಾನೆಯ ಕಾರ್ಮಿಕರು ಪೀಕ್ ಸಮಯದಲ್ಲಿ ಪ್ರಯಾಣಿಸುತ್ತಾರೆ. ಈ 70 ಕಿಮೀ ಅಂತರ ಪ್ರಯಾಣಕ್ಕೆ 60-75 ನಿಮಿಷ ಸಮಯ ತೆಗೆದುಕೊಳ್ಳುತ್ತದೆ. ಆದರೆ ಎರಡೂ ಸ್ಥಳ ನಗರಗಳಲ್ಲಿ ನಿಲುಗಡೆ ಮಾಡುವುದರಿಂದ ಈ ಮಾರ್ಗವು ಸುಮಾರು ಎರಡು ಗಂಟೆಗಳನ್ನು ತೆಗೆದುಕೊಳ್ಳುತ್ತದೆ. ಆದ್ದರಿಂದ, ಪ್ರಯಾಣಿಕರು ವೇಗವಾದ ಮತ್ತು ಆರಾಮದಾಯಕವಾದ ಪ್ರಯಾಣ ನಿರೀಕ್ಷಿಸುತ್ತಾರೆ. ಬದಲಿಗೆ ಒಂದು ಗಂಟೆಗೂ ಹೆಚ್ಚು ಕಾಲ ನಿಲ್ಲುವುದು ಸೂಕ್ತವಲ್ಲ ಎಂದು ಮೊಬಿಲಿಟಿ ತಜ್ಞ ಸಂಜೀವ್ ವಿ ದ್ಯಾಮಣ್ಣವರ್ ಅಭಿಪ್ರಾಯ ಪಟ್ಟಿದ್ದಾರೆ. ಬದಲಿಗೆ RRTS ಅಥವಾ ಮುಂದಿನ ವೇಗದ ಮತ್ತು ಹೆಚ್ಚಿನ ಸಾಮರ್ಥ್ಯದ ಸ್ಥಳೀಯ ರೈಲುಗಳಂತಹ ಸೀಮಿತ ನಿಲ್ದಾಣಗಳೊಂದಿಗೆ ಉಪನಗರ ರೈಲನ್ನು ವಿಸ್ತರಿಸುವುದು ಉತ್ತಮ ಎಂದು ಅವರು ಹೇಳಿದರು. ಈ ಯೋಜನೆಯ ಕಾರ್ಯಸಾಧ್ಯತೆ ಬಂದರೆ ಅದು ಬೇಗ ಅನುಷ್ಠಾನದ ಎಲ್ಲಾ ಸಾಧ್ಯತೆಗಳಿವೆ ಎಂದು ಹೇಳಿದರು. IISc ಯ ಸಾರಿಗೆ ವ್ಯವಸ್ಥೆಗಳ ಎಂಜಿನಿಯರಿಂಗ್ ಪ್ರಾಧ್ಯಾಪಕ ಆಶಿಶ್ ವರ್ಮಾ ಕೂಡ ಇದೇ ರೀತಿಯ ಕಳವಳ ವ್ಯಕ್ತಪಡಿಸಿದರು. ಬೆಂಗಳೂರು-ತುಮಕೂರು ಕಾರಿಡಾರ್ ಬೆಂಗಳೂರು ಮಹಾನಗರ ಪ್ರದೇಶದ ಹೊರಗೆ ಬರುತ್ತದೆ. ಮೆಟ್ರೋ ರೈಲುಗಳ ಸರಾಸರಿ ವೇಗ ಗಂಟೆಗೆ 30 ಕಿ.ಮೀ. ಆಗಿದೆ. ಅಂದರೆ ಈ ಮಾರ್ಗದಲ್ಲಿ ಪ್ರಯಾಣಿಸಲು 2.5-3 ಗಂಟೆಗಳನ್ನು ತೆಗೆದುಕೊಳ್ಳುತ್ತದೆ. ಇದು ದೈನಂದಿನ ಪ್ರಯಾಣಿಕರಿಗೆ ಸೂಕ್ತವಲ್ಲ ಎಂದರು. ಪ್ರಸ್ತುತ ಬಳಸಲಾಗುತ್ತಿರುವ ಸ್ಟೇ-ಇನ್-ಸೀಟ್ ವ್ಯವಸ್ಥೆಯಲ್ಲಿ ಸರಾಸರಿ ವೇಗ ಗಂಟೆಗೆ 100-160 ಕಿ.ಮೀ ವೇಗ ಮತ್ತು ಸೀಮಿತ ನಿಲ್ದಾಣಗಳೊಂದಿಗೆ 60-75 ನಿಮಿಷಗಳಲ್ಲಿ ಅದೇ ದೂರವನ್ನು ಕ್ರಮಿಸಬಹುದು. ಹೀಗಾಗಿ ಸಾರ್ವಜನಿಕ ಸಾರಿಗೆ ವಿಸ್ತರಣೆಯನ್ನು ಸ್ವಾಗತಿಸಲಾಗುತ್ತದೆ, ಆದರೆ ಈ ಮಾರ್ಗಕ್ಕೆ ಅತ್ಯಂತ ಪರಿಣಾಮಕಾರಿ ಮತ್ತು ವೆಚ್ಚ-ಪರಿಣಾಮಕಾರಿ ಪರಿಹಾರವನ್ನು ಗುರುತಿಸಲು ಪರ್ಯಾಯಗಳ ವಿಶ್ಲೇಷಣೆ ಅಗತ್ಯವಿದೆ. ಮೆಟ್ರೋ, ಉಪನಗರ ರೈಲು ಮತ್ತು ಬಸ್ ಮತ್ತು ಆರ್‌ಆರ್‌ಟಿಎಸ್ ನಂತಹ ಆಯ್ಕೆಗಳನ್ನು ಮೌಲ್ಯಮಾಪನ ಮಾಡುವುದು ಅತ್ಯಗತ್ಯ ಎಂದು ಅವರು ಹೇಳಿದರು. ಬೆಂಗಳೂರು ತುಮಕೂರು ಮೆಟ್ರೋ ಮಾರ್ಗದ ಕಾರ್ಯಸಾಧ್ಯತಾ ಪರಿಶೀಲನಾ ವರದಿಯನ್ನು ಬಿಎಂಆರ್‌ಸಿಎಲ್ ರಾಜ್ಯ ಸರ್ಕಾರಕ್ಕೆ ಸಲ್ಲಿಸಿದ್ದು, ಸದ್ಯದಲ್ಲೇ ರಾಜ್ಯ ಸರ್ಕಾರವು ಗ್ರೀನ್ ಸಿಗ್ನಲ್ ನೀಡುವ ಸಾಧ್ಯತೆಯಿದೆ. ಅನಂತರ ಕೇಂದ್ರ ಸರ್ಕಾರದ ಅನುಮೋದನೆ ದೊರೆಯಬೇಕಾಗುತ್ತದೆ. ಏಕೆಂದರೆ, ಈ ಮಾರ್ಗವು ಸುಮಾರು 56.6 ಕಿ.ಮೀ ವ್ಯಾಪ್ತಿಯನ್ನು ಹೊಂದಿದ್ದು, ಈ ಮಾರ್ಗವು ಅತ್ಯಂತ ದೊಡ್ಡ ಹಸಿರು ಮಾರ್ಗವಾಗಿ ಬೆಳೆಯಲಿದೆ. ಈ ಮಾರ್ಗವು ಬೆಂಗಳೂರಿನ ಮಾದಾವರದಿಂದ ತುಮಕೂರಿನ ಶಿರಾ ಗೇಟ್‌ವರೆಗೆ 25 ಎತ್ತರದ ನಿಲ್ದಾಣಗಳನ್ನು ಹೊಂದಲು ಪ್ರಸ್ತಾಪಿಸಲಾಗಿದೆ. ಡಿಪಿಆರ್ ಪ್ರಕಾರ, ನೆಲಮಂಗಲ ಮತ್ತು ದಾಬಸ್‌ಪೇಟೆಯಂತಹ ಪ್ರಮುಖ ಸ್ಥಳಗಳ ಮೇಲೆ ಹಾದುಹೋಗುತ್ತದೆ.	[56, 543, 374, 1355]
sports-story	[772, 2059, 1178, 2398]
sidebar-banner: ಚುಟುಕು ಸುವರ್ಣ	[124, 120, 306, 162]
school-photo	[619, 195, 1020, 368]
dengue-awareness-photo	[412, 2059, 761, 2240]
heart-attack-story	[401, 462, 1023, 1081]
lead-story	[401, 195, 607, 445]
registration-dot	[62, 2437, 74, 2449]
school-campus-photo	[1032, 195, 1237, 368]
